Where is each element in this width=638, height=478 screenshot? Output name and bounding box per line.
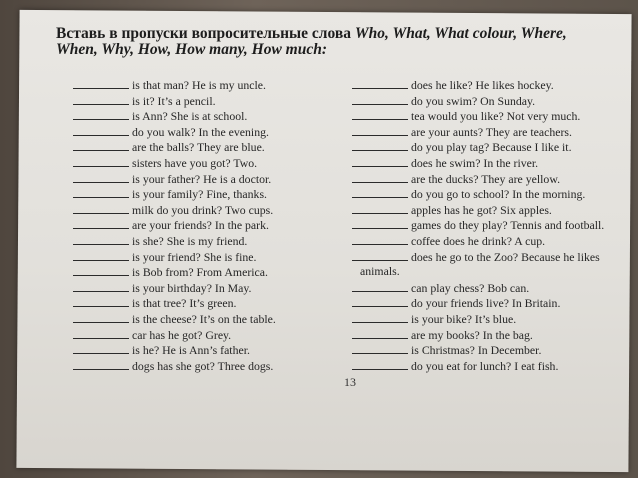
- left-question-column: [73, 77, 343, 373]
- page-number: 13: [344, 375, 356, 389]
- answer-blank[interactable]: [73, 186, 129, 198]
- question-text: coffee does he drink? A cup.: [411, 233, 546, 248]
- question-continuation: animals.: [360, 264, 400, 279]
- answer-blank[interactable]: [352, 202, 408, 214]
- question-text: is he? He is Ann’s father.: [132, 343, 250, 358]
- question-text: games do they play? Tennis and football.: [411, 218, 605, 233]
- question-text: apples has he got? Six apples.: [411, 202, 552, 217]
- question-line: [73, 124, 343, 140]
- question-line: [73, 264, 343, 280]
- question-line: [73, 202, 343, 218]
- question-line: [73, 171, 343, 187]
- question-text: dogs has she got? Three dogs.: [132, 358, 274, 373]
- question-text: does he swim? In the river.: [411, 155, 539, 170]
- answer-blank[interactable]: [73, 93, 129, 105]
- question-line: [73, 186, 343, 202]
- answer-blank[interactable]: [352, 124, 408, 136]
- question-line: [73, 311, 343, 327]
- question-text: is your family? Fine, thanks.: [132, 187, 267, 202]
- question-line: [73, 93, 343, 109]
- question-text: is Christmas? In December.: [411, 343, 542, 358]
- title-instruction: Вставь в пропуски вопросительные слова: [56, 25, 355, 42]
- question-line: [352, 155, 622, 171]
- answer-blank[interactable]: [352, 77, 408, 89]
- question-line: [73, 280, 343, 296]
- question-line: [73, 108, 343, 124]
- answer-blank[interactable]: [73, 233, 129, 245]
- answer-blank[interactable]: [73, 155, 129, 167]
- answer-blank[interactable]: [352, 186, 408, 198]
- question-text: is that man? He is my uncle.: [132, 78, 266, 92]
- answer-blank[interactable]: [73, 124, 129, 136]
- answer-blank[interactable]: [352, 233, 408, 245]
- question-line: [352, 202, 622, 218]
- answer-blank[interactable]: [73, 280, 129, 292]
- question-text: is that tree? It’s green.: [132, 296, 237, 311]
- answer-blank[interactable]: [73, 77, 129, 89]
- question-text: milk do you drink? Two cups.: [132, 202, 274, 217]
- question-text: are the ducks? They are yellow.: [411, 171, 561, 186]
- question-line: [352, 311, 622, 327]
- answer-blank[interactable]: [73, 311, 129, 323]
- question-line: [73, 358, 343, 374]
- answer-blank[interactable]: [352, 139, 408, 151]
- question-line: [73, 249, 343, 265]
- question-text: do your friends live? In Britain.: [411, 296, 561, 311]
- question-text: is your friend? She is fine.: [132, 249, 257, 264]
- question-text: does he go to the Zoo? Because he likes: [411, 249, 600, 264]
- question-line: [73, 217, 343, 233]
- answer-blank[interactable]: [73, 217, 129, 229]
- question-line: [73, 295, 343, 311]
- answer-blank[interactable]: [73, 358, 129, 370]
- question-text: are your friends? In the park.: [132, 218, 269, 233]
- answer-blank[interactable]: [352, 93, 408, 105]
- answer-blank[interactable]: [73, 171, 129, 183]
- question-text: car has he got? Grey.: [132, 327, 232, 342]
- question-line: [352, 217, 622, 233]
- question-line: [73, 155, 343, 171]
- question-text: do you eat for lunch? I eat fish.: [411, 358, 559, 373]
- answer-blank[interactable]: [352, 295, 408, 307]
- answer-blank[interactable]: [352, 342, 408, 354]
- answer-blank[interactable]: [73, 202, 129, 214]
- question-line: [352, 327, 622, 343]
- question-text: is Bob from? From America.: [132, 265, 268, 280]
- right-question-column: [352, 77, 622, 373]
- question-text: is Ann? She is at school.: [132, 109, 248, 124]
- question-text: sisters have you got? Two.: [132, 155, 258, 170]
- question-line: [352, 171, 622, 187]
- exercise-title: [56, 26, 576, 58]
- question-text: are the balls? They are blue.: [132, 140, 265, 155]
- question-line: [352, 124, 622, 140]
- answer-blank[interactable]: [352, 108, 408, 120]
- question-text: do you play tag? Because I like it.: [411, 140, 572, 155]
- question-text: is your bike? It’s blue.: [411, 311, 517, 326]
- question-line: [352, 139, 622, 155]
- question-line: [352, 358, 622, 374]
- question-line: [352, 77, 622, 93]
- question-text: do you swim? On Sunday.: [411, 93, 536, 108]
- question-text: is your birthday? In May.: [132, 280, 252, 295]
- question-line: [352, 342, 622, 358]
- question-text: are your aunts? They are teachers.: [411, 124, 572, 139]
- question-text: do you go to school? In the morning.: [411, 187, 586, 202]
- question-line: [352, 108, 622, 124]
- question-text: can play chess? Bob can.: [411, 280, 530, 295]
- question-text: is she? She is my friend.: [132, 233, 248, 248]
- question-line: [73, 327, 343, 343]
- answer-blank[interactable]: [352, 358, 408, 370]
- answer-blank[interactable]: [352, 280, 408, 292]
- question-text: is the cheese? It’s on the table.: [132, 311, 276, 326]
- question-line: [352, 280, 622, 296]
- answer-blank[interactable]: [352, 171, 408, 183]
- question-text: do you walk? In the evening.: [132, 124, 269, 139]
- question-line: [73, 233, 343, 249]
- answer-blank[interactable]: [352, 155, 408, 167]
- question-text: is it? It’s a pencil.: [132, 93, 216, 108]
- question-line: [352, 295, 622, 311]
- question-text: tea would you like? Not very much.: [411, 109, 581, 124]
- question-text: are my books? In the bag.: [411, 327, 533, 342]
- answer-blank[interactable]: [73, 342, 129, 354]
- answer-blank[interactable]: [73, 295, 129, 307]
- question-line: [73, 342, 343, 358]
- question-text: is your father? He is a doctor.: [132, 171, 272, 186]
- answer-blank[interactable]: [73, 139, 129, 151]
- question-line: [352, 233, 622, 249]
- question-line: [73, 77, 343, 93]
- answer-blank[interactable]: [73, 108, 129, 120]
- answer-blank[interactable]: [352, 217, 408, 229]
- answer-blank[interactable]: [73, 327, 129, 339]
- question-line: [352, 186, 622, 202]
- answer-blank[interactable]: [73, 249, 129, 261]
- answer-blank[interactable]: [352, 249, 408, 261]
- answer-blank[interactable]: [352, 311, 408, 323]
- question-text: does he like? He likes hockey.: [411, 78, 554, 92]
- answer-blank[interactable]: [73, 264, 129, 276]
- question-line: [73, 139, 343, 155]
- answer-blank[interactable]: [352, 327, 408, 339]
- question-line: [352, 93, 622, 109]
- title-question-words: Who, What, What colour, Where, When, Why, How, How many, How much:: [56, 25, 567, 58]
- question-line: [352, 249, 622, 265]
